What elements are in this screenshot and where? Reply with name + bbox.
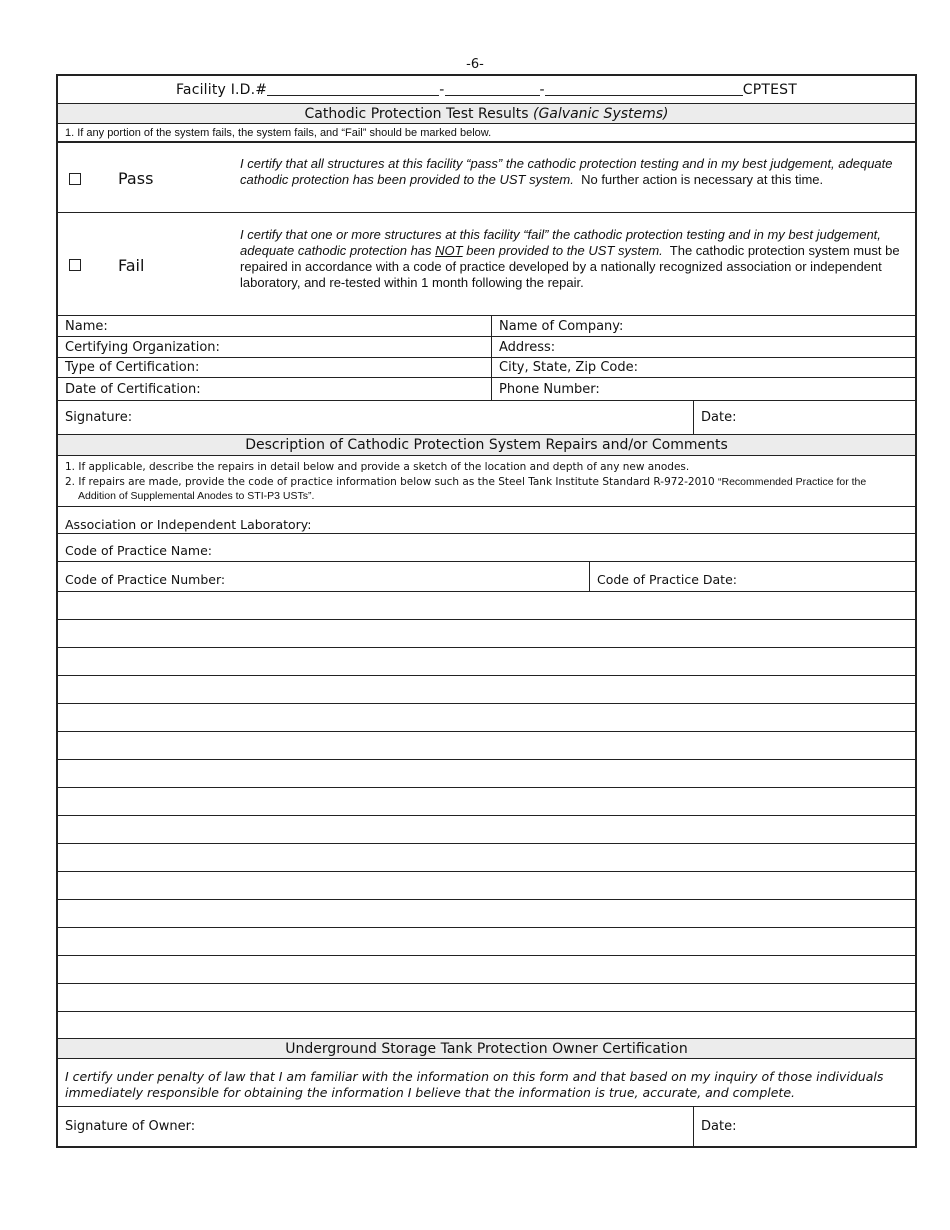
facility-id-separator-2: - xyxy=(539,81,545,98)
section-title-row xyxy=(58,104,915,124)
pass-checkbox[interactable] xyxy=(69,173,81,185)
cathodic-protection-form xyxy=(56,74,917,1148)
page-number: -6- xyxy=(466,57,484,72)
comment-line[interactable] xyxy=(58,676,915,704)
repairs-notes-row xyxy=(58,456,915,507)
facility-id-separator-1: - xyxy=(439,81,445,98)
repairs-header: Description of Cathodic Protection System Repairs and/or Comments xyxy=(245,437,728,453)
owner-header: Underground Storage Tank Protection Owner Certification xyxy=(285,1040,688,1057)
tester-signature-row xyxy=(58,401,915,435)
city-state-zip-field[interactable]: City, State, Zip Code: xyxy=(491,358,915,377)
company-name-field[interactable]: Name of Company: xyxy=(491,316,915,336)
repairs-notes xyxy=(58,456,915,504)
certifying-organization-field[interactable]: Certifying Organization: xyxy=(65,339,220,355)
address-field[interactable]: Address: xyxy=(491,337,915,357)
phone-number-field[interactable]: Phone Number: xyxy=(491,378,915,400)
fail-statement-italic-b: been provided to the UST system. xyxy=(466,243,663,258)
comment-line[interactable] xyxy=(58,704,915,732)
comment-line[interactable] xyxy=(58,816,915,844)
code-of-practice-date-field[interactable]: Code of Practice Date: xyxy=(589,562,915,591)
fail-statement-italic-a: I certify that one or more structures at this facility “fail” the cathodic protection testing and in my best judgement, adequate cathodic protection has xyxy=(240,227,881,258)
tester-signature-field[interactable]: Signature: xyxy=(65,410,133,425)
fail-statement-plain: The cathodic protection system must be repaired in accordance with a code of practice developed by a nationally recognized association or independent laboratory, and re-tested within 1 month following the repair. xyxy=(240,243,900,290)
pass-statement xyxy=(240,156,908,188)
tester-signature-date-field[interactable]: Date: xyxy=(693,401,915,434)
association-field[interactable]: Association or Independent Laboratory: xyxy=(65,516,312,532)
facility-id-field-1[interactable] xyxy=(267,83,439,96)
certification-date-field[interactable]: Date of Certification: xyxy=(65,381,201,397)
owner-statement: I certify under penalty of law that I am familiar with the information on this form and that based on my inquiry of those individuals immediately responsible for obtaining the information I believe that the information is true, accurate, and complete. xyxy=(65,1069,884,1100)
comment-line[interactable] xyxy=(58,928,915,956)
fail-row xyxy=(58,213,915,316)
facility-id-row xyxy=(58,76,915,104)
repairs-note-2-a: 2. If repairs are made, provide the code of practice information below such as the Steel Tank Institute Standard R-972-2010 xyxy=(65,475,715,488)
section-title-main: Cathodic Protection Test Results xyxy=(304,105,529,122)
fail-checkbox[interactable] xyxy=(69,259,81,271)
code-of-practice-name-field[interactable]: Code of Practice Name: xyxy=(65,543,212,558)
fail-statement-not: NOT xyxy=(435,243,463,258)
instruction-row xyxy=(58,124,915,143)
comment-line[interactable] xyxy=(58,844,915,872)
tester-row-3 xyxy=(58,358,915,378)
repairs-note-2-b: “Recommended Practice for the Addition of Supplemental Anodes to STI-P3 USTs”. xyxy=(78,475,867,502)
name-field[interactable]: Name: xyxy=(65,318,108,334)
comment-line[interactable] xyxy=(58,872,915,900)
comment-line[interactable] xyxy=(58,984,915,1012)
facility-id-suffix: CPTEST xyxy=(742,81,798,98)
comment-line[interactable] xyxy=(58,900,915,928)
tester-row-1 xyxy=(58,316,915,337)
comment-line[interactable] xyxy=(58,1012,915,1039)
instruction-text: 1. If any portion of the system fails, the system fails, and “Fail” should be marked below. xyxy=(65,126,492,139)
repairs-note-1: 1. If applicable, describe the repairs in detail below and provide a sketch of the location and depth of any new anodes. xyxy=(65,461,690,473)
comment-line[interactable] xyxy=(58,620,915,648)
comment-line[interactable] xyxy=(58,956,915,984)
section-title xyxy=(58,104,915,123)
comment-line[interactable] xyxy=(58,648,915,676)
owner-signature-field[interactable]: Signature of Owner: xyxy=(65,1119,196,1134)
pass-statement-plain: No further action is necessary at this time. xyxy=(581,172,824,187)
comment-line[interactable] xyxy=(58,732,915,760)
association-row xyxy=(58,507,915,534)
pass-label: Pass xyxy=(118,169,154,188)
repairs-header-row xyxy=(58,435,915,456)
owner-signature-row xyxy=(58,1107,915,1146)
comment-line[interactable] xyxy=(58,592,915,620)
comment-line[interactable] xyxy=(58,760,915,788)
code-name-row xyxy=(58,534,915,562)
tester-row-4 xyxy=(58,378,915,401)
tester-row-2 xyxy=(58,337,915,358)
fail-statement xyxy=(240,227,908,291)
pass-row xyxy=(58,143,915,213)
repairs-note-2 xyxy=(65,475,905,504)
pass-statement-italic: I certify that all structures at this facility “pass” the cathodic protection testing and in my best judgement, adequate cathodic protection has been provided to the UST system. xyxy=(240,156,893,187)
facility-id-field-3[interactable] xyxy=(545,83,743,96)
owner-header-row xyxy=(58,1039,915,1059)
facility-id-label: Facility I.D.# xyxy=(175,81,268,98)
code-number-row xyxy=(58,562,915,592)
section-title-sub: (Galvanic Systems) xyxy=(533,105,669,122)
certification-type-field[interactable]: Type of Certification: xyxy=(65,360,200,375)
facility-id-field-2[interactable] xyxy=(445,83,540,96)
owner-date-field[interactable]: Date: xyxy=(693,1107,915,1146)
comment-line[interactable] xyxy=(58,788,915,816)
owner-statement-row xyxy=(58,1059,915,1107)
code-of-practice-number-field[interactable]: Code of Practice Number: xyxy=(65,572,226,587)
fail-label: Fail xyxy=(118,256,145,275)
